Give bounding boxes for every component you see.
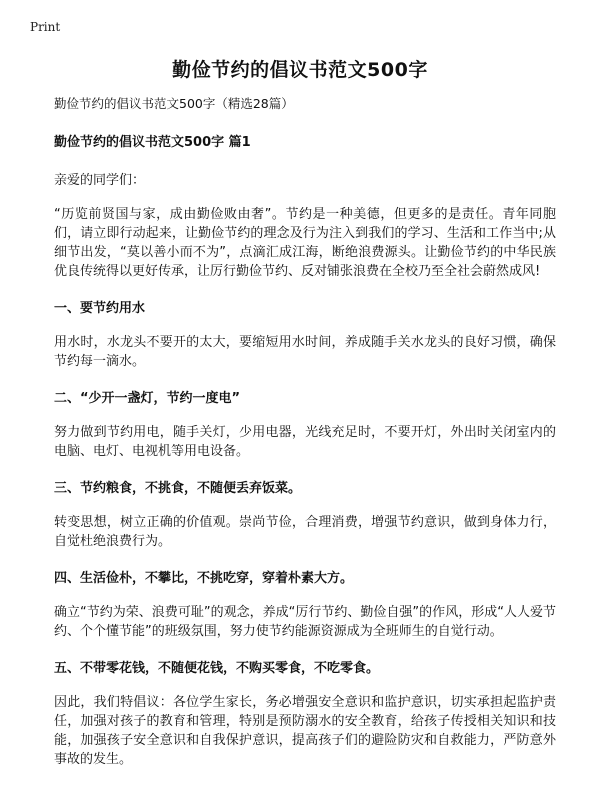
section-body: 努力做到节约用电，随手关灯，少用电器，光线充足时，不要开灯，外出时关闭室内的电脑、电灯、电视机等用电设备。 bbox=[54, 425, 556, 459]
article-heading: 勤俭节约的倡议书范文500字 篇1 bbox=[54, 135, 251, 150]
document-title: 勤俭节约的倡议书范文500字 bbox=[172, 59, 428, 81]
section-body: 用水时，水龙头不要开的太大，要缩短用水时间，养成随手关水龙头的良好习惯，确保节约每一滴水。 bbox=[54, 335, 556, 369]
print-link[interactable]: Print bbox=[30, 20, 61, 34]
document-subtitle: 勤俭节约的倡议书范文500字（精选28篇） bbox=[54, 96, 294, 111]
section-heading: 二、“少开一盏灯，节约一度电” bbox=[54, 391, 241, 406]
section-body: 转变思想，树立正确的价值观。崇尚节俭，合理消费，增强节约意识，做到身体力行，自觉杜绝浪费行为。 bbox=[54, 515, 556, 549]
section-heading: 一、要节约用水 bbox=[54, 301, 146, 316]
document-body bbox=[54, 94, 556, 785]
section-body: 确立“节约为荣、浪费可耻”的观念，养成“厉行节约、勤俭自强”的作风，形成“人人爱节约、个个懂节能”的班级氛围，努力使节约能源资源成为全班师生的自觉行动。 bbox=[54, 605, 556, 639]
section-heading: 四、生活俭朴，不攀比，不挑吃穿，穿着朴素大方。 bbox=[54, 571, 354, 586]
section-heading: 三、节约粮食，不挑食，不随便丢弃饭菜。 bbox=[54, 481, 302, 496]
salutation: 亲爱的同学们： bbox=[54, 173, 146, 188]
section-body: 因此，我们特倡议：各位学生家长，务必增强安全意识和监护意识，切实承担起监护责任，加强对孩子的教育和管理，特别是预防溺水的安全教育，给孩子传授相关知识和技能，加强孩子安全意识和自我保护意识，提高孩子们的避险防灾和自救能力，严防意外事故的发生。 bbox=[54, 695, 556, 767]
section-heading: 五、不带零花钱，不随便花钱，不购买零食，不吃零食。 bbox=[54, 661, 380, 676]
intro-paragraph: “历览前贤国与家，成由勤俭败由奢”。节约是一种美德，但更多的是责任。青年同胞们，请立即行动起来，让勤俭节约的理念及行为注入到我们的学习、生活和工作当中;从细节出发，“莫以善小而不为”，点滴汇成江海，断绝浪费源头。让勤俭节约的中华民族优良传统得以更好传承，让厉行勤俭节约、反对铺张浪费在全校乃至全社会蔚然成风! bbox=[54, 207, 556, 279]
